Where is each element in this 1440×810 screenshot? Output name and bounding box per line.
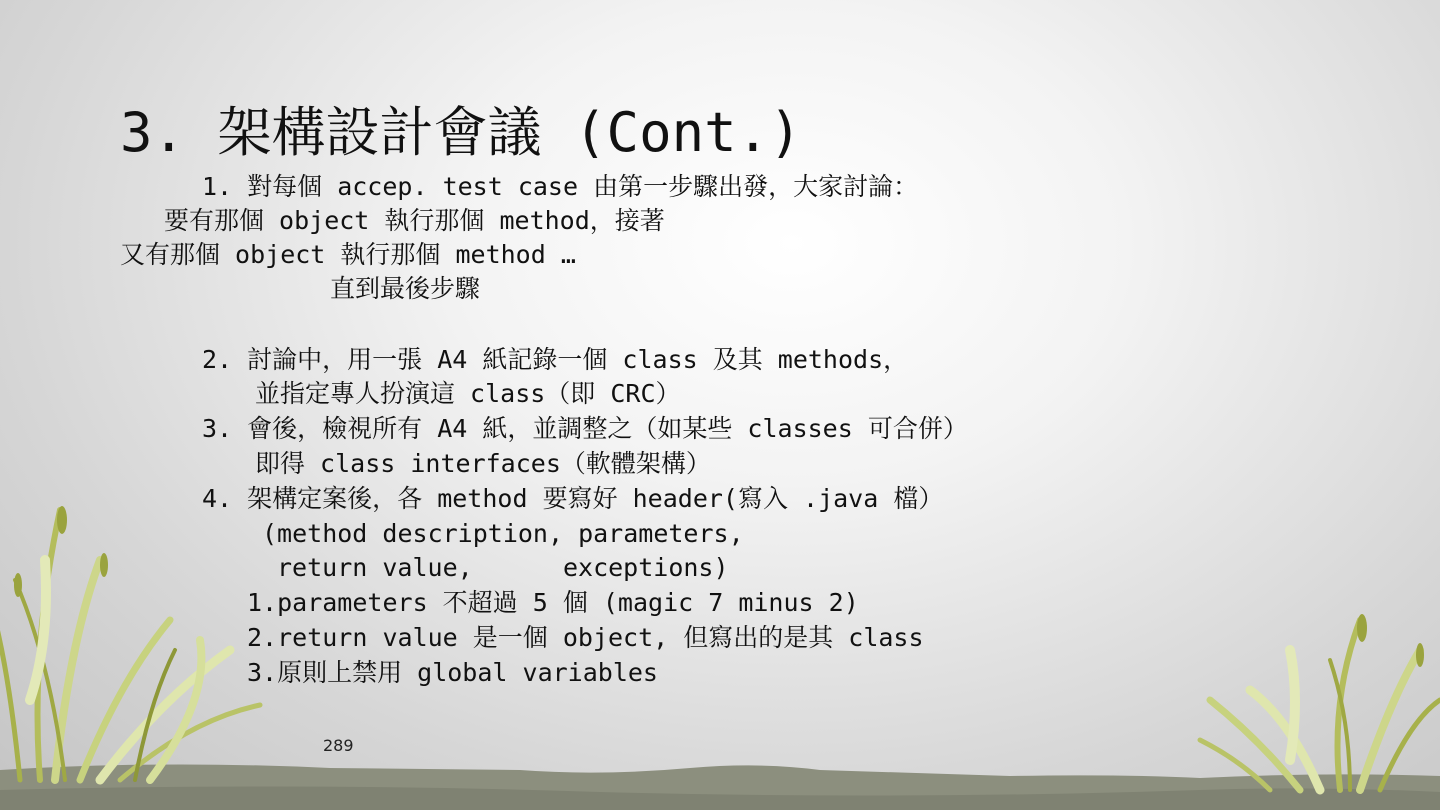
body-line: 1.parameters 不超過 5 個 (magic 7 minus 2) [247,588,859,617]
body-line: 即得 class interfaces（軟體架構） [255,449,711,478]
body-line: 又有那個 object 執行那個 method … [120,240,576,269]
body-line: (method description, parameters, [262,519,744,548]
body-line: 直到最後步驟 [330,274,481,303]
body-line: 4. 架構定案後，各 method 要寫好 header(寫入 .java 檔） [202,484,944,513]
body-line: 1. 對每個 accep. test case 由第一步驟出發，大家討論： [202,172,919,201]
body-line: 3.原則上禁用 global variables [247,658,658,687]
body-line: 3. 會後，檢視所有 A4 紙，並調整之（如某些 classes 可合併） [202,414,968,443]
body-line: return value, exceptions) [277,553,729,582]
body-line: 要有那個 object 執行那個 method，接著 [164,206,665,235]
slide-title: 3. 架構設計會議 (Cont.) [120,101,802,164]
page-number: 289 [323,736,354,755]
body-line: 2. 討論中，用一張 A4 紙記錄一個 class 及其 methods， [202,345,909,374]
body-line: 2.return value 是一個 object, 但寫出的是其 class [247,623,924,652]
body-line: 並指定專人扮演這 class（即 CRC） [255,379,681,408]
